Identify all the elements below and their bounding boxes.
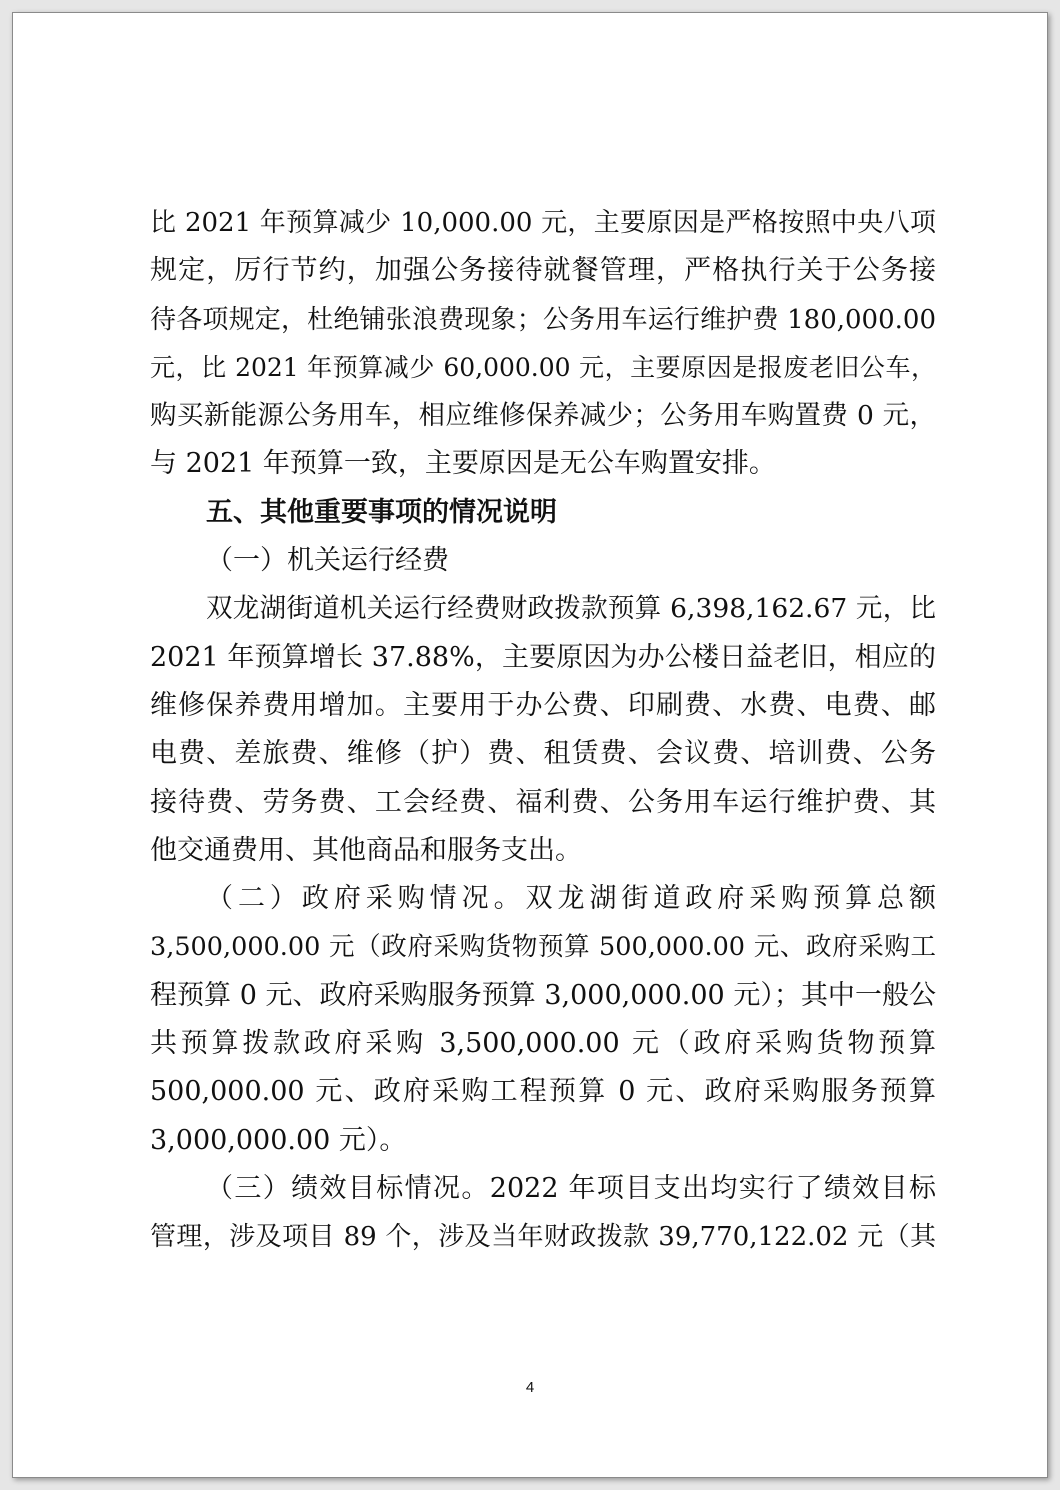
- text-line: 2021 年预算增长 37.88%，主要原因为办公楼日益老旧，相应的: [150, 641, 936, 673]
- text-line: 购买新能源公务用车，相应维修保养减少；公务用车购置费 0 元，: [150, 400, 936, 432]
- text-line: 规定，厉行节约，加强公务接待就餐管理，严格执行关于公务接: [150, 255, 936, 287]
- subsection-heading: （一）机关运行经费: [206, 545, 449, 577]
- text-line: 程预算 0 元、政府采购服务预算 3,000,000.00 元）；其中一般公: [150, 979, 936, 1011]
- document-page: [12, 12, 1048, 1478]
- body-text: [150, 199, 936, 1262]
- text-line: 维修保养费用增加。主要用于办公费、印刷费、水费、电费、邮: [150, 689, 936, 721]
- text-line: 共预算拨款政府采购 3,500,000.00 元（政府采购货物预算: [150, 1028, 936, 1060]
- text-line: 双龙湖街道机关运行经费财政拨款预算 6,398,162.67 元，比: [206, 593, 936, 625]
- text-line: 待各项规定，杜绝铺张浪费现象；公务用车运行维护费 180,000.00: [150, 304, 936, 335]
- text-line: 元，比 2021 年预算减少 60,000.00 元，主要原因是报废老旧公车，: [150, 352, 936, 382]
- text-line: 管理，涉及项目 89 个，涉及当年财政拨款 39,770,122.02 元（其: [150, 1222, 936, 1253]
- text-line: 他交通费用、其他商品和服务支出。: [150, 834, 582, 866]
- text-line: 500,000.00 元、政府采购工程预算 0 元、政府采购服务预算: [150, 1076, 936, 1108]
- text-line: （三）绩效目标情况。2022 年项目支出均实行了绩效目标: [206, 1172, 936, 1204]
- text-line: 电费、差旅费、维修（护）费、租赁费、会议费、培训费、公务: [150, 738, 936, 770]
- text-line: 3,000,000.00 元）。: [150, 1124, 407, 1156]
- text-line: （二）政府采购情况。双龙湖街道政府采购预算总额: [206, 883, 936, 915]
- text-line: 比 2021 年预算减少 10,000.00 元，主要原因是严格按照中央八项: [150, 208, 936, 238]
- section-heading: 五、其他重要事项的情况说明: [206, 496, 557, 528]
- text-line: 3,500,000.00 元（政府采购货物预算 500,000.00 元、政府采购工: [150, 932, 936, 963]
- text-line: 与 2021 年预算一致，主要原因是无公车购置安排。: [150, 448, 776, 480]
- page-number: 4: [525, 1379, 535, 1396]
- text-line: 接待费、劳务费、工会经费、福利费、公务用车运行维护费、其: [150, 786, 936, 818]
